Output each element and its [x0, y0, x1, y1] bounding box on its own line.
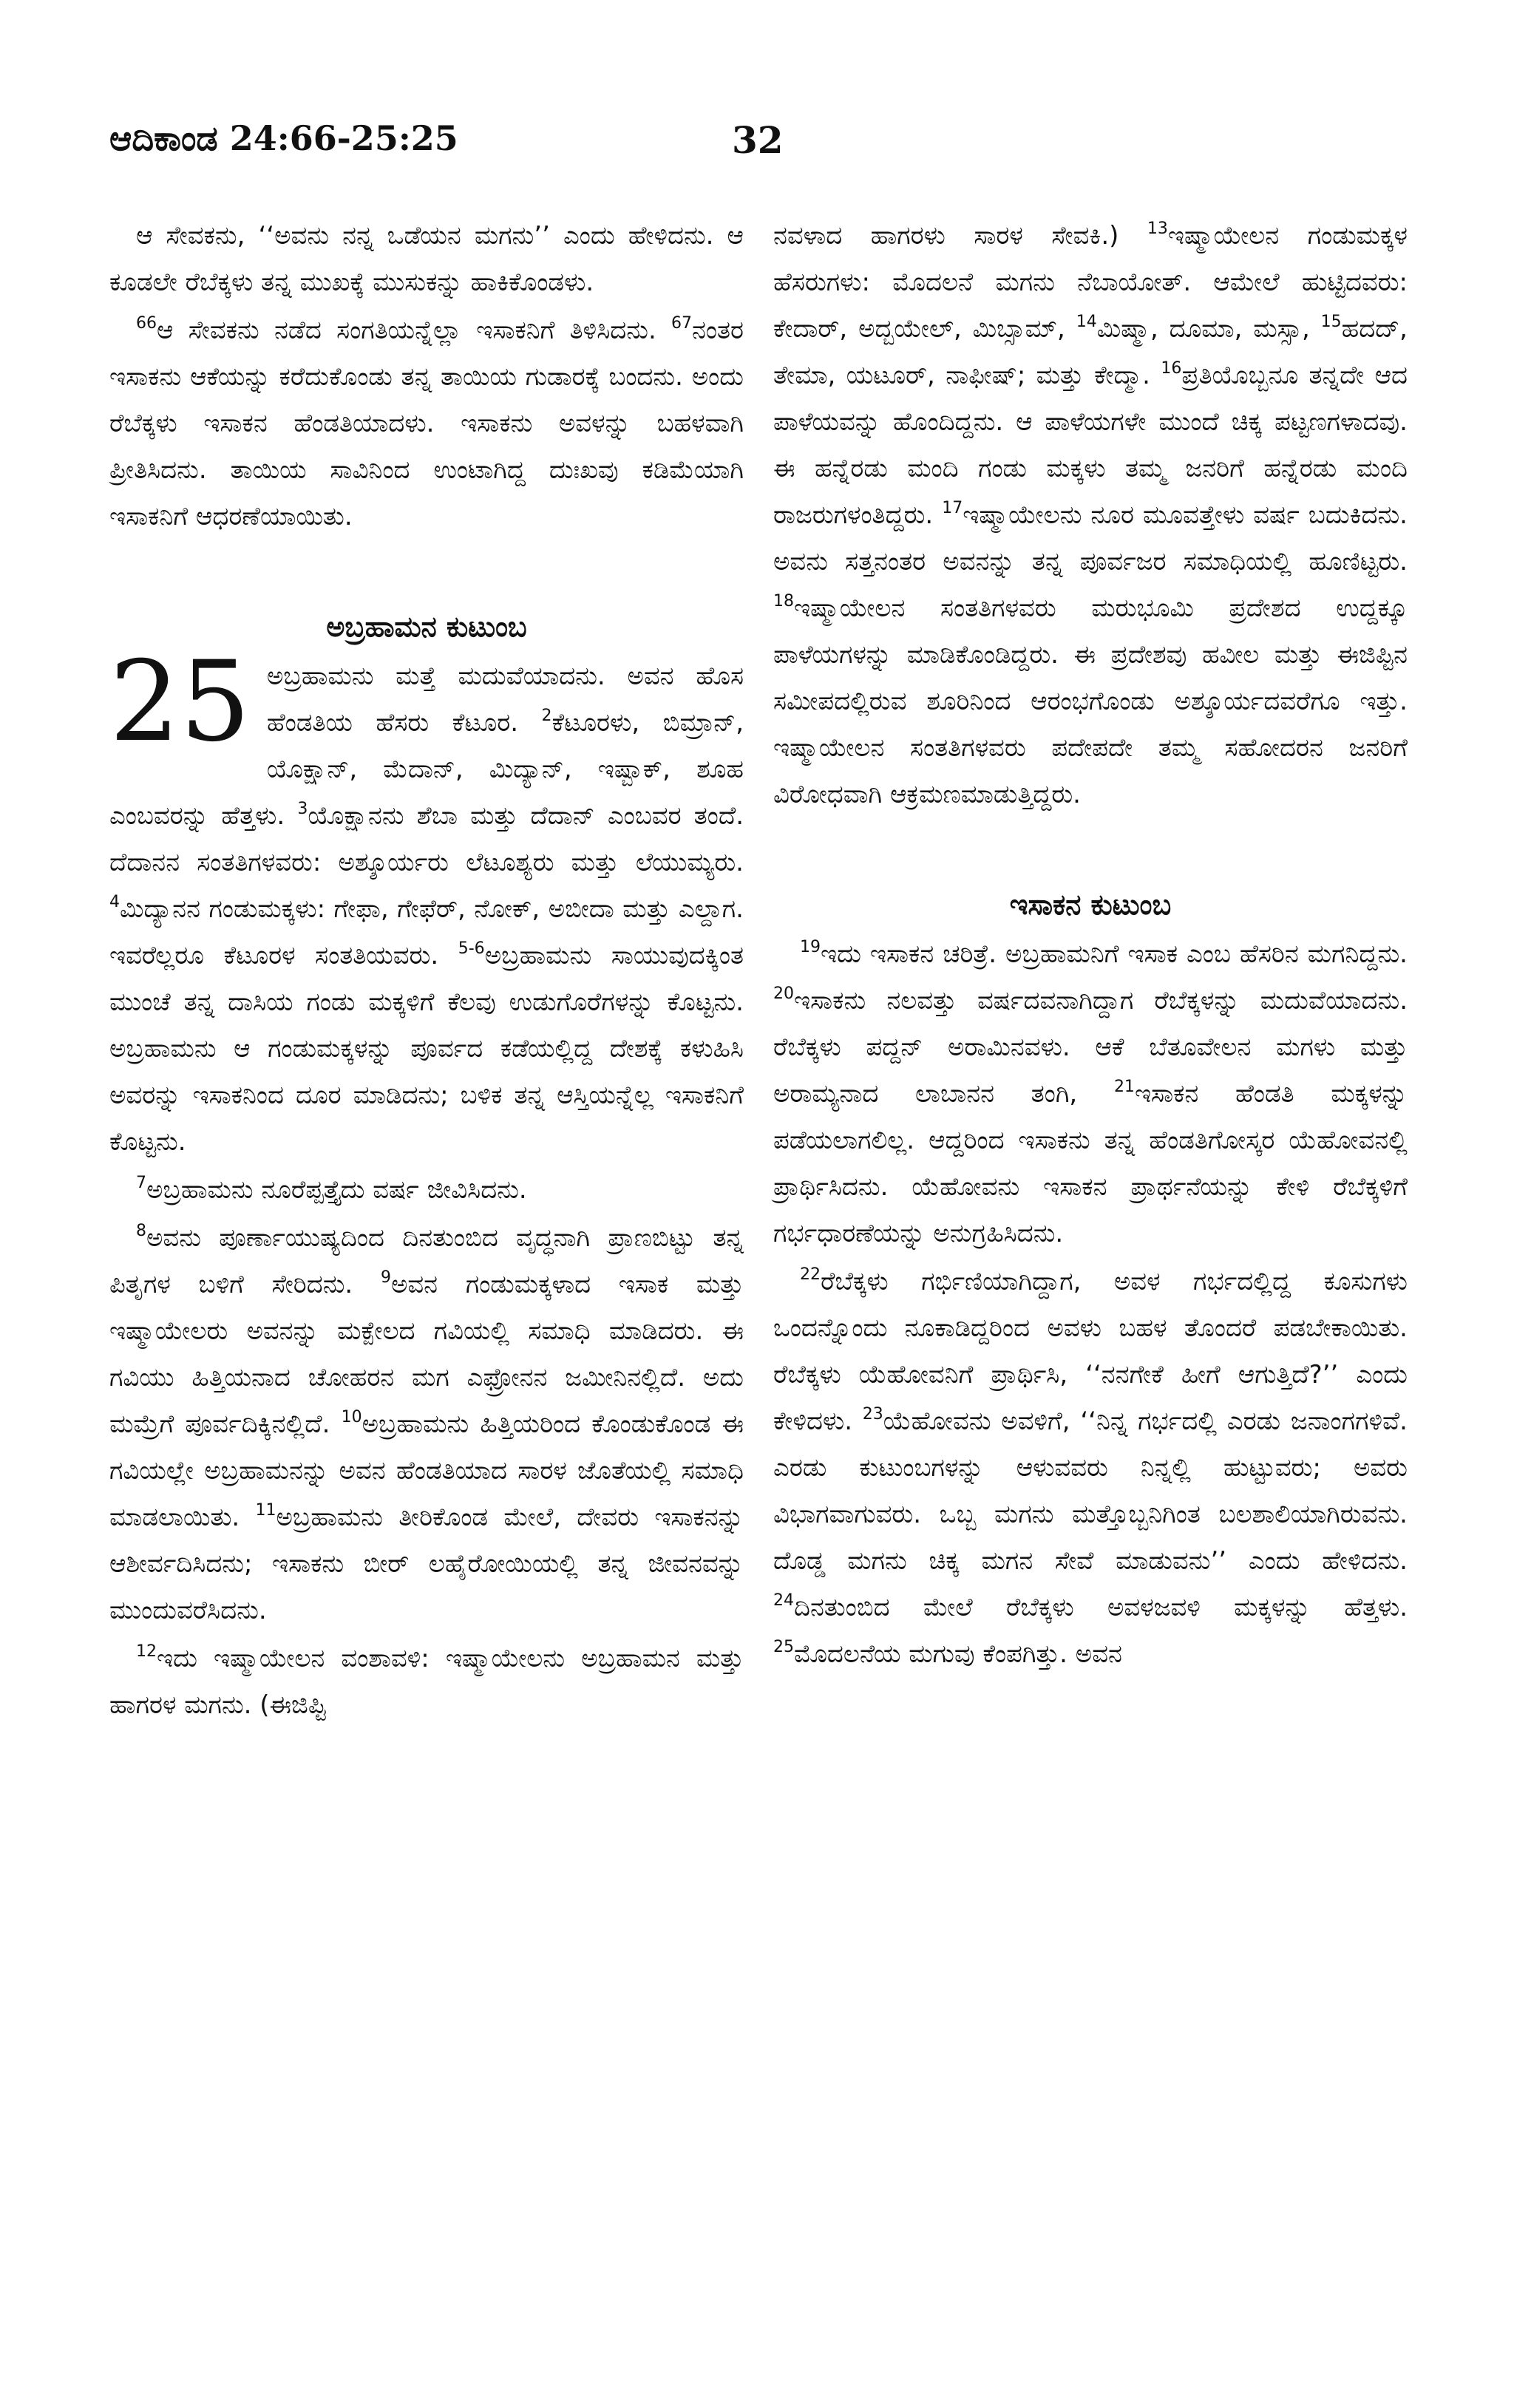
verse-text: ನವಳಾದ ಹಾಗರಳು ಸಾರಳ ಸೇವಕಿ.): [773, 221, 1147, 251]
verse-number: 17: [942, 498, 963, 517]
verse-text: ಆ ಸೇವಕನು, ‘‘ಅವನು ನನ್ನ ಒಡೆಯನ ಮಗನು’’ ಎಂದು ಹೇಳಿದನು. ಆ ಕೂಡಲೇ ರೆಬೆಕ್ಕಳು ತನ್ನ ಮುಖಕ್ಕೆ ಮುಸುಕನ್ನು ಹಾಕಿಕೊಂಡಳು.: [109, 221, 744, 297]
running-head: ಆದಿಕಾಂಡ 24:66-25:25: [109, 118, 458, 158]
verse-text: ಅಬ್ರಹಾಮನು ಹಿತ್ತಿಯರಿಂದ ಕೊಂಡುಕೊಂಡ ಈ ಗವಿಯಲ್ಲೇ ಅಬ್ರಹಾಮನನ್ನು ಅವನ ಹೆಂಡತಿಯಾದ ಸಾರಳ ಜೊತೆಯಲ್ಲಿ ಸಮಾಧಿ ಮಾಡಲಾಯಿತು.: [109, 1409, 744, 1532]
paragraph: [109, 1167, 744, 1214]
verse-number: 25: [773, 1637, 794, 1656]
verse-number: 13: [1147, 219, 1168, 238]
verse-number: 67: [671, 313, 693, 333]
paragraph: [773, 931, 1408, 1257]
left-column: [109, 213, 744, 1729]
verse-text: ಪ್ರತಿಯೊಬ್ಬನೂ ತನ್ನದೇ ಆದ ಪಾಳೆಯವನ್ನು ಹೊಂದಿದ್ದನು. ಆ ಪಾಳೆಯಗಳೇ ಮುಂದೆ ಚಿಕ್ಕ ಪಟ್ಟಣಗಳಾದವು. ಈ ಹನ್ನೆರಡು ಮಂದಿ ಗಂಡು ಮಕ್ಕಳು ತಮ್ಮ ಜನರಿಗೆ ಹನ್ನೆರಡು ಮಂದಿ ರಾಜರುಗಳಂತಿದ್ದರು.: [773, 361, 1408, 530]
chapter-number: 25: [109, 638, 251, 766]
verse-number: 23: [862, 1404, 883, 1424]
verse-text: ಇಸಾಕನ ಹೆಂಡತಿ ಮಕ್ಕಳನ್ನು ಪಡೆಯಲಾಗಲಿಲ್ಲ. ಆದ್ದರಿಂದ ಇಸಾಕನು ತನ್ನ ಹೆಂಡತಿಗೋಸ್ಕರ ಯೆಹೋವನಲ್ಲಿ ಪ್ರಾರ್ಥಿಸಿದನು. ಯೆಹೋವನು ಇಸಾಕನ ಪ್ರಾರ್ಥನೆಯನ್ನು ಕೇಳಿ ರೆಬೆಕ್ಕಳಿಗೆ ಗರ್ಭಧಾರಣೆಯನ್ನು ಅನುಗ್ರಹಿಸಿದನು.: [773, 1079, 1408, 1248]
verse-text: ಇಷ್ಮಾಯೇಲನ ಸಂತತಿಗಳವರು ಮರುಭೂಮಿ ಪ್ರದೇಶದ ಉದ್ದಕ್ಕೂ ಪಾಳೆಯಗಳನ್ನು ಮಾಡಿಕೊಂಡಿದ್ದರು. ಈ ಪ್ರದೇಶವು ಹವೀಲ ಮತ್ತು ಈಜಿಪ್ಟಿನ ಸಮೀಪದಲ್ಲಿರುವ ಶೂರಿನಿಂದ ಆರಂಭಗೊಂಡು ಅಶ್ಶೂರ್ಯದವರೆಗೂ ಇತ್ತು. ಇಷ್ಮಾಯೇಲನ ಸಂತತಿಗಳವರು ಪದೇಪದೇ ತಮ್ಮ ಸಹೋದರನ ಜನರಿಗೆ ವಿರೋಧವಾಗಿ ಆಕ್ರಮಣಮಾಡುತ್ತಿದ್ದರು.: [773, 594, 1408, 809]
right-column: [773, 213, 1408, 1678]
verse-text: ಅವನು ಪೂರ್ಣಾಯುಷ್ಯದಿಂದ ದಿನತುಂಬಿದ ವೃದ್ಧನಾಗಿ ಪ್ರಾಣಬಿಟ್ಟು ತನ್ನ ಪಿತೃಗಳ ಬಳಿಗೆ ಸೇರಿದನು.: [109, 1223, 744, 1299]
verse-number: 22: [800, 1265, 821, 1284]
paragraph: [109, 638, 744, 1166]
verse-number: 12: [136, 1642, 157, 1661]
verse-text: ಅವನ ಗಂಡುಮಕ್ಕಳಾದ ಇಸಾಕ ಮತ್ತು ಇಷ್ಮಾಯೇಲರು ಅವನನ್ನು ಮಕ್ಪೇಲದ ಗವಿಯಲ್ಲಿ ಸಮಾಧಿ ಮಾಡಿದರು. ಈ ಗವಿಯು ಹಿತ್ತಿಯನಾದ ಚೋಹರನ ಮಗ ಎಫ್ರೋನನ ಜಮೀನಿನಲ್ಲಿದೆ. ಅದು ಮಮ್ರೆಗೆ ಪೂರ್ವದಿಕ್ಕಿನಲ್ಲಿದೆ.: [109, 1270, 744, 1439]
paragraph: [109, 1215, 744, 1634]
verse-text: ಕೆಟೂರಳು, ಬಿಮ್ರಾನ್, ಯೊಕ್ಷಾನ್, ಮೆದಾನ್, ಮಿದ್ಯಾನ್, ಇಷ್ಬಾಕ್, ಶೂಹ ಎಂಬವರನ್ನು ಹೆತ್ತಳು.: [109, 708, 744, 831]
verse-number: 4: [109, 892, 120, 911]
verse-text: ಅಬ್ರಹಾಮನು ಮತ್ತೆ ಮದುವೆಯಾದನು. ಅವನ ಹೊಸ ಹೆಂಡತಿಯ ಹೆಸರು ಕೆಟೂರ.: [266, 661, 744, 738]
verse-number: 9: [380, 1268, 391, 1287]
verse-text: ಯೆಹೋವನು ಅವಳಿಗೆ, ‘‘ನಿನ್ನ ಗರ್ಭದಲ್ಲಿ ಎರಡು ಜನಾಂಗಗಳಿವೆ. ಎರಡು ಕುಟುಂಬಗಳನ್ನು ಆಳುವವರು ನಿನ್ನಲ್ಲಿ ಹುಟ್ಟುವರು; ಅವರು ವಿಭಾಗವಾಗುವರು. ಒಬ್ಬ ಮಗನು ಮತ್ತೊಬ್ಬನಿಗಿಂತ ಬಲಶಾಲಿಯಾಗಿರುವನು. ದೊಡ್ಡ ಮಗನು ಚಿಕ್ಕ ಮಗನ ಸೇವೆ ಮಾಡುವನು’’ ಎಂದು ಹೇಳಿದನು.: [773, 1407, 1408, 1576]
verse-text: ಇಷ್ಮಾಯೇಲನು ನೂರ ಮೂವತ್ತೇಳು ವರ್ಷ ಬದುಕಿದನು. ಅವನು ಸತ್ತನಂತರ ಅವನನ್ನು ತನ್ನ ಪೂರ್ವಜರ ಸಮಾಧಿಯಲ್ಲಿ ಹೂಣಿಟ್ಟರು.: [773, 500, 1408, 577]
verse-text: ಆ ಸೇವಕನು ನಡೆದ ಸಂಗತಿಯನ್ನೆಲ್ಲಾ ಇಸಾಕನಿಗೆ ತಿಳಿಸಿದನು.: [157, 316, 672, 345]
verse-text: ಅಬ್ರಹಾಮನು ನೂರೆಪ್ಪತ್ತೈದು ವರ್ಷ ಜೀವಿಸಿದನು.: [146, 1175, 527, 1205]
verse-text: ಇದು ಇಷ್ಮಾಯೇಲನ ವಂಶಾವಳಿ: ಇಷ್ಮಾಯೇಲನು ಅಬ್ರಹಾಮನ ಮತ್ತು ಹಾಗರಳ ಮಗನು. (ಈಜಿಪ್ಟಿ: [109, 1644, 744, 1720]
verse-text: ದಿನತುಂಬಿದ ಮೇಲೆ ರೆಬೆಕ್ಕಳು ಅವಳಜವಳಿ ಮಕ್ಕಳನ್ನು ಹೆತ್ತಳು.: [794, 1593, 1408, 1622]
verse-text: ಇಸಾಕನು ನಲವತ್ತು ವರ್ಷದವನಾಗಿದ್ದಾಗ ರೆಬೆಕ್ಕಳನ್ನು ಮದುವೆಯಾದನು. ರೆಬೆಕ್ಕಳು ಪದ್ದನ್ ಅರಾಮಿನವಳು. ಆಕೆ ಬೆತೂವೇಲನ ಮಗಳು ಮತ್ತು ಅರಾಮ್ಯನಾದ ಲಾಬಾನನ ತಂಗಿ,: [773, 986, 1408, 1109]
verse-text: ಯೊಕ್ಷಾನನು ಶೆಬಾ ಮತ್ತು ದೆದಾನ್ ಎಂಬವರ ತಂದೆ. ದೆದಾನನ ಸಂತತಿಗಳವರು: ಅಶ್ಶೂರ್ಯರು ಲೆಟೂಶ್ಯರು ಮತ್ತು ಲೆಯುಮ್ಯರು.: [109, 801, 744, 877]
section-heading: ಇಸಾಕನ ಕುಟುಂಬ: [1009, 888, 1172, 921]
verse-number: 7: [136, 1173, 146, 1192]
verse-text: ರೆಬೆಕ್ಕಳು ಗರ್ಭಿಣಿಯಾಗಿದ್ದಾಗ, ಅವಳ ಗರ್ಭದಲ್ಲಿದ್ದ ಕೂಸುಗಳು ಒಂದನ್ನೊಂದು ನೂಕಾಡಿದ್ದರಿಂದ ಅವಳು ಬಹಳ ತೊಂದರೆ ಪಡಬೇಕಾಯಿತು. ರೆಬೆಕ್ಕಳು ಯೆಹೋವನಿಗೆ ಪ್ರಾರ್ಥಿಸಿ, ‘‘ನನಗೇಕೆ ಹೀಗೆ ಆಗುತ್ತಿದೆ?’’ ಎಂದು ಕೇಳಿದಳು.: [773, 1267, 1408, 1436]
verse-text: ಮಿಷ್ಮಾ, ದೂಮಾ, ಮಸ್ಸಾ,: [1096, 314, 1321, 344]
verse-number: 21: [1113, 1077, 1135, 1096]
verse-number: 8: [136, 1221, 146, 1240]
verse-number: 5-6: [458, 939, 485, 958]
verse-text: ಅಬ್ರಹಾಮನು ಸಾಯುವುದಕ್ಕಿಂತ ಮುಂಚೆ ತನ್ನ ದಾಸಿಯ ಗಂಡು ಮಕ್ಕಳಿಗೆ ಕೆಲವು ಉಡುಗೊರೆಗಳನ್ನು ಕೊಟ್ಟನು. ಅಬ್ರಹಾಮನು ಆ ಗಂಡುಮಕ್ಕಳನ್ನು ಪೂರ್ವದ ಕಡೆಯಲ್ಲಿದ್ದ ದೇಶಕ್ಕೆ ಕಳುಹಿಸಿ ಅವರನ್ನು ಇಸಾಕನಿಂದ ದೂರ ಮಾಡಿದನು; ಬಳಿಕ ತನ್ನ ಆಸ್ತಿಯನ್ನೆಲ್ಲ ಇಸಾಕನಿಗೆ ಕೊಟ್ಟನು.: [109, 941, 744, 1157]
verse-text: ಮಿದ್ಯಾನನ ಗಂಡುಮಕ್ಕಳು: ಗೇಫಾ, ಗೇಫೆರ್, ನೋಕ್, ಅಬೀದಾ ಮತ್ತು ಎಲ್ದಾಗ. ಇವರೆಲ್ಲರೂ ಕೆಟೂರಳ ಸಂತತಿಯವರು.: [109, 894, 744, 970]
verse-number: 18: [773, 591, 794, 610]
verse-number: 10: [341, 1407, 362, 1426]
verse-number: 15: [1320, 312, 1342, 331]
paragraph: [773, 1259, 1408, 1678]
verse-text: ಮೊದಲನೆಯ ಮಗುವು ಕೆಂಪಗಿತ್ತು. ಅವನ: [794, 1639, 1122, 1669]
verse-number: 14: [1076, 312, 1097, 331]
verse-number: 19: [800, 937, 821, 956]
verse-number: 16: [1161, 358, 1182, 378]
verse-text: ಅಬ್ರಹಾಮನು ತೀರಿಕೊಂಡ ಮೇಲೆ, ದೇವರು ಇಸಾಕನನ್ನು ಆಶೀರ್ವದಿಸಿದನು; ಇಸಾಕನು ಬೀರ್ ಲಹೈರೋಯಿಯಲ್ಲಿ ತನ್ನ ಜೀವನವನ್ನು ಮುಂದುವರೆಸಿದನು.: [109, 1503, 744, 1625]
page-header: [0, 118, 1514, 185]
verse-text: ಹದದ್, ತೇಮಾ, ಯಟೂರ್, ನಾಫೀಷ್; ಮತ್ತು ಕೇದ್ಮಾ.: [773, 314, 1408, 390]
verse-number: 66: [136, 313, 157, 333]
verse-text: ಇದು ಇಸಾಕನ ಚರಿತ್ರೆ. ಅಬ್ರಹಾಮನಿಗೆ ಇಸಾಕ ಎಂಬ ಹೆಸರಿನ ಮಗನಿದ್ದನು.: [821, 939, 1408, 969]
paragraph: [773, 213, 1408, 818]
verse-number: 3: [297, 799, 308, 818]
verse-text: ನಂತರ ಇಸಾಕನು ಆಕೆಯನ್ನು ಕರೆದುಕೊಂಡು ತನ್ನ ತಾಯಿಯ ಗುಡಾರಕ್ಕೆ ಬಂದನು. ಅಂದು ರೆಬೆಕ್ಕಳು ಇಸಾಕನ ಹೆಂಡತಿಯಾದಳು. ಇಸಾಕನು ಅವಳನ್ನು ಬಹಳವಾಗಿ ಪ್ರೀತಿಸಿದನು. ತಾಯಿಯ ಸಾವಿನಿಂದ ಉಂಟಾಗಿದ್ದ ದುಃಖವು ಕಡಿಮೆಯಾಗಿ ಇಸಾಕನಿಗೆ ಆಧರಣೆಯಾಯಿತು.: [109, 316, 744, 531]
paragraph: [109, 307, 744, 540]
paragraph: [109, 1636, 744, 1729]
paragraph: [109, 213, 744, 306]
section-heading: ಅಬ್ರಹಾಮನ ಕುಟುಂಬ: [326, 610, 527, 643]
verse-number: 24: [773, 1591, 794, 1610]
verse-number: 20: [773, 984, 794, 1003]
verse-text: ಇಷ್ಮಾಯೇಲನ ಗಂಡುಮಕ್ಕಳ ಹೆಸರುಗಳು: ಮೊದಲನೆ ಮಗನು ನೆಬಾಯೋತ್. ಆಮೇಲೆ ಹುಟ್ಟಿದವರು: ಕೇದಾರ್, ಅದ್ಬಯೇಲ್, ಮಿಬ್ಸಾಮ್,: [773, 221, 1408, 344]
verse-number: 2: [541, 706, 552, 725]
verse-number: 11: [255, 1500, 276, 1520]
page-number: 32: [732, 118, 784, 162]
